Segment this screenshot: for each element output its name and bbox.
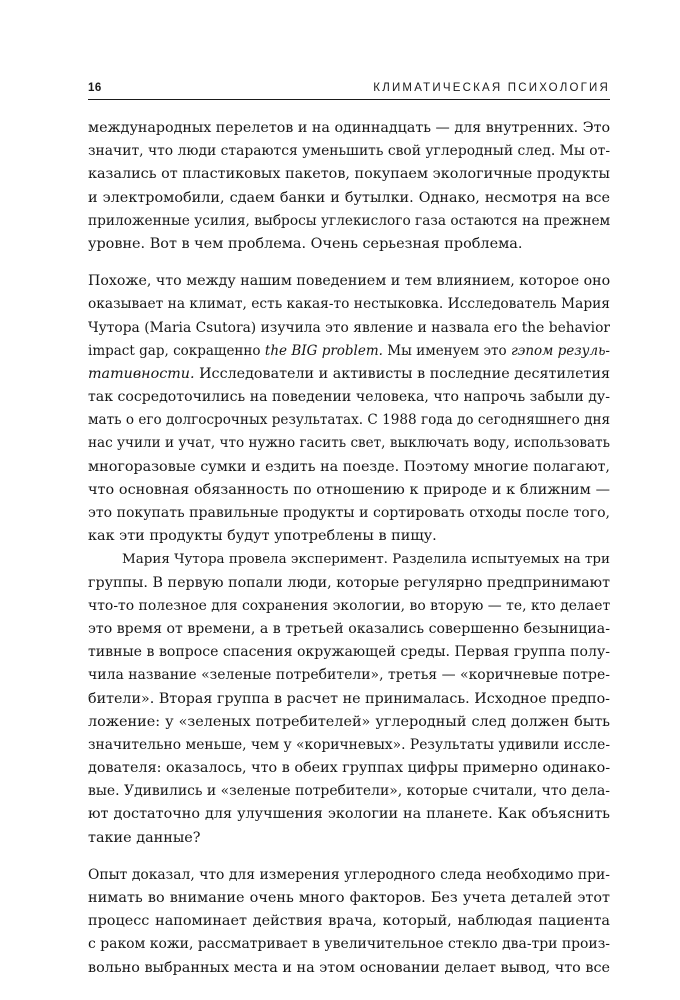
italic-term: тативности. bbox=[88, 365, 195, 382]
text-line: приложенные усилия, выбросы углекислого газа остаются на прежнем bbox=[88, 212, 611, 229]
text-line: это покупать правильные продукты и сортировать отходы после того, bbox=[88, 505, 610, 521]
text-line: и электромобили, сдаем банки и бутылки. Однако, несмотря на все bbox=[88, 189, 610, 206]
text-line: процесс напоминает действия врача, который, наблюдая пациента bbox=[88, 913, 610, 930]
text-line: казались от пластиковых пакетов, покупаем экологичные продукты bbox=[88, 166, 610, 183]
text-line-mixed bbox=[88, 363, 610, 386]
text-line: дователя: оказалось, что в обеих группах цифры примерно одинако- bbox=[88, 760, 611, 777]
text-line: нимать во внимание очень много факторов. Без учета деталей этот bbox=[88, 890, 610, 906]
text-line: значит, что люди стараются уменьшить свой углеродный след. Мы от- bbox=[88, 143, 610, 160]
text-line: значительно меньше, чем у «коричневых». Результаты удивили иссле- bbox=[88, 736, 610, 753]
text-line: Опыт доказал, что для измерения углеродного следа необходимо при- bbox=[88, 866, 610, 883]
text-line: бители». Вторая группа в расчет не принималась. Исходное предпо- bbox=[88, 690, 610, 707]
text-line: мать о его долгосрочных результатах. С 1988 года до сегодняшнего дня bbox=[88, 412, 611, 429]
text-line: международных перелетов и на одиннадцать — для внутренних. Это bbox=[88, 120, 611, 136]
text-line: тивные в вопросе спасения окружающей среды. Первая группа полу- bbox=[88, 644, 610, 661]
text-run: Мы именуем это bbox=[387, 342, 507, 359]
text-line: нас учили и учат, что нужно гасить свет, выключать воду, использовать bbox=[88, 435, 610, 452]
text-line: группы. В первую попали люди, которые регулярно предпринимают bbox=[88, 574, 610, 591]
paragraph-1 bbox=[88, 117, 610, 256]
text-run: Исследователи и активисты в последние десятилетия bbox=[199, 365, 610, 382]
text-line: такие данные? bbox=[88, 829, 201, 846]
text-line: как эти продукты будут употреблены в пищу. bbox=[88, 528, 437, 545]
text-line: ют достаточно для улучшения экологии на планете. Как объяснить bbox=[88, 806, 610, 823]
header-rule bbox=[88, 99, 610, 100]
page-number: 16 bbox=[88, 82, 102, 94]
text-line: вые. Удивились и «зеленые потребители», которые считали, что дела- bbox=[88, 783, 610, 800]
running-head bbox=[88, 82, 610, 96]
italic-term: гэпом резуль- bbox=[510, 342, 610, 359]
text-line: так сосредоточились на поведении человека, что напрочь забыли ду- bbox=[88, 389, 610, 406]
text-line: чила название «зеленые потребители», третья — «коричневые потре- bbox=[88, 667, 610, 684]
paragraph-2 bbox=[88, 270, 610, 548]
paragraph-4 bbox=[88, 864, 610, 980]
text-line: Чутора (Maria Csutora) изучила это явление и назвала его the behavior bbox=[88, 319, 610, 336]
text-line: оказывает на климат, есть какая-то нестыковка. Исследователь Мария bbox=[88, 296, 610, 313]
body-text bbox=[88, 117, 610, 980]
text-line: Мария Чутора провела эксперимент. Разделила испытуемых на три bbox=[122, 552, 610, 568]
text-line-mixed bbox=[88, 340, 610, 363]
italic-term: the BIG problem. bbox=[264, 342, 383, 359]
text-run: impact gap, сокращенно bbox=[88, 342, 261, 359]
text-line: уровне. Вот в чем проблема. Очень серьезная проблема. bbox=[88, 235, 523, 252]
text-line: вольно выбранных места и на этом основании делает вывод, что все bbox=[88, 959, 610, 976]
text-line: с раком кожи, рассматривает в увеличительное стекло два-три произ- bbox=[88, 936, 610, 953]
text-line: ложение: у «зеленых потребителей» углеродный след должен быть bbox=[88, 713, 610, 730]
text-line: многоразовые сумки и ездить на поезде. Поэтому многие полагают, bbox=[88, 458, 610, 475]
text-line: что основная обязанность по отношению к природе и к ближним — bbox=[88, 481, 610, 498]
text-line: что-то полезное для сохранения экологии, во вторую — те, кто делает bbox=[88, 597, 611, 614]
paragraph-3 bbox=[88, 548, 610, 849]
text-line: Похоже, что между нашим поведением и тем влиянием, которое оно bbox=[88, 273, 611, 290]
text-line: это время от времени, а в третьей оказались совершенно безынициа- bbox=[88, 620, 610, 637]
running-title: КЛИМАТИЧЕСКАЯ ПСИХОЛОГИЯ bbox=[373, 82, 610, 94]
